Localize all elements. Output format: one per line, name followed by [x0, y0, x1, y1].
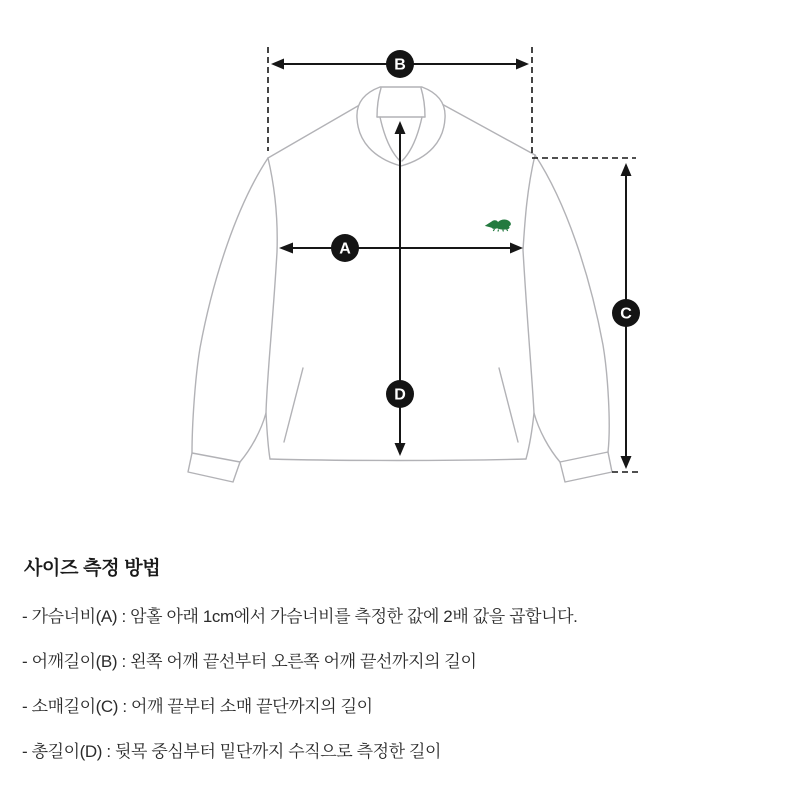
pocket-left [284, 368, 303, 442]
measure-badge-a [331, 234, 359, 262]
cuff-left [188, 453, 240, 482]
body-side-right [523, 155, 535, 459]
measure-badge-a-label: A [339, 240, 351, 258]
pocket-right [499, 368, 518, 442]
measure-badge-d [386, 380, 414, 408]
shoulder-line-left [268, 103, 363, 158]
sleeve-outer-left [192, 158, 268, 453]
size-guide-item-shoulder: - 어깨길이(B) : 왼쪽 어깨 끝선부터 오른쪽 어깨 끝선까지의 길이 [22, 652, 477, 671]
cuff-right [560, 452, 612, 482]
measure-badge-b-label: B [394, 56, 406, 74]
body-side-left [266, 158, 277, 459]
measure-badge-c [612, 299, 640, 327]
sleeve-inner-left [240, 413, 266, 462]
lacoste-crocodile-icon [485, 220, 511, 232]
measure-badge-b [386, 50, 414, 78]
hem-line [270, 459, 526, 461]
size-guide-item-chest: - 가슴너비(A) : 암홀 아래 1cm에서 가슴너비를 측정한 값에 2배 값을 곱합니다. [22, 607, 578, 626]
sleeve-inner-right [534, 413, 560, 462]
measure-badge-c-label: C [620, 305, 632, 323]
size-guide-list [22, 594, 784, 774]
size-guide-item-sleeve: - 소매길이(C) : 어깨 끝부터 소매 끝단까지의 길이 [22, 697, 373, 716]
sleeve-outer-right [535, 155, 609, 452]
size-guide-heading: 사이즈 측정 방법 [24, 558, 161, 579]
size-guide-text [24, 553, 784, 774]
size-guide-item-length: - 총길이(D) : 뒷목 중심부터 밑단까지 수직으로 측정한 길이 [22, 742, 442, 761]
measure-badge-d-label: D [394, 386, 406, 404]
shoulder-line-right [440, 103, 535, 155]
